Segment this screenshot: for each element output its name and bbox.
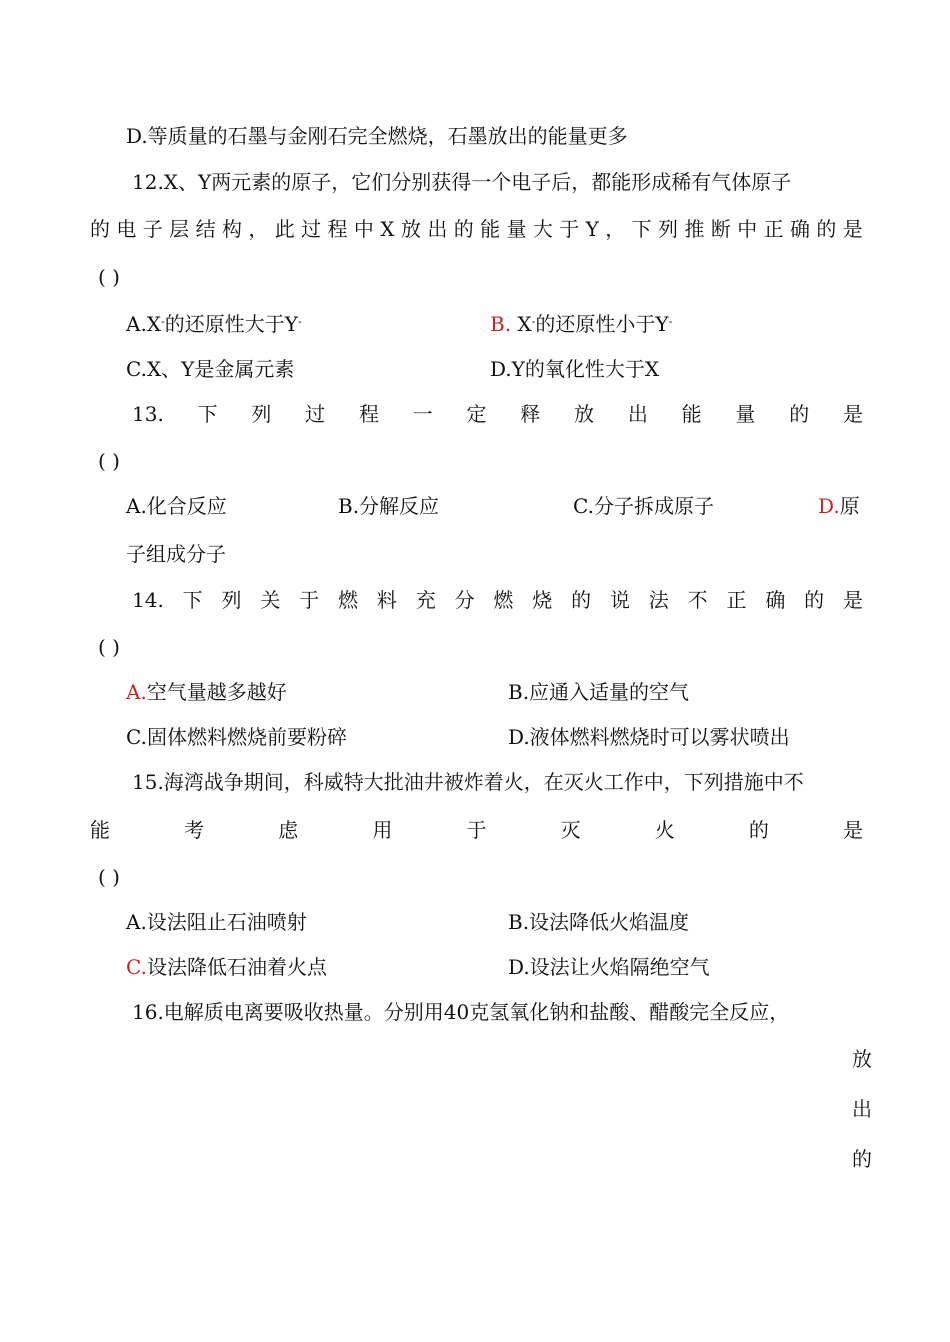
stem-char: 结 — [195, 217, 216, 241]
stem-char: 断 — [710, 217, 731, 241]
q15-stem-line2 — [90, 816, 863, 844]
stem-char: 确 — [765, 588, 786, 612]
q13-option-d: D.原 — [818, 494, 860, 518]
stem-char: ， — [605, 217, 626, 241]
stem-char: 虑 — [278, 818, 299, 842]
q13-option-b: B.分解反应 — [338, 494, 440, 518]
stem-char: 是 — [843, 588, 863, 612]
stem-char: Y — [585, 217, 599, 241]
stem-char: 下 — [631, 217, 652, 241]
q15-option-b: B.设法降低火焰温度 — [508, 910, 690, 934]
stem-char: 量 — [506, 217, 527, 241]
q16-tail-1: 放 — [852, 1047, 872, 1071]
q12-option-c: C.X、Y是金属元素 — [126, 357, 295, 381]
stem-char: 列 — [658, 217, 679, 241]
q13-answer-paren: ( ) — [98, 449, 120, 473]
stem-char: 能 — [480, 217, 501, 241]
q15-stem-line1: 15.海湾战争期间，科威特大批油井被炸着火，在灭火工作中，下列措施中不 — [132, 770, 804, 794]
q12-stem-line1: 12.X、Y两元素的原子，它们分别获得一个电子后，都能形成稀有气体原子 — [132, 170, 792, 194]
stem-char: 下 — [197, 402, 218, 426]
stem-char: 的 — [804, 588, 825, 612]
q14-option-b: B.应通入适量的空气 — [508, 680, 690, 704]
stem-char: 的 — [571, 588, 592, 612]
stem-char: 14. — [132, 588, 164, 612]
q11-option-d: D.等质量的石墨与金刚石完全燃烧，石墨放出的能量更多 — [126, 124, 628, 148]
stem-char: 不 — [687, 588, 708, 612]
stem-char: 出 — [627, 402, 648, 426]
q14-option-c: C.固体燃料燃烧前要粉碎 — [126, 725, 347, 749]
stem-char: 燃 — [338, 588, 359, 612]
stem-char: 13. — [132, 402, 164, 426]
stem-char: 过 — [301, 217, 322, 241]
stem-char: 放 — [400, 217, 421, 241]
stem-char: 于 — [559, 217, 580, 241]
q12-stem-line2 — [90, 215, 863, 243]
stem-char: 子 — [142, 217, 163, 241]
stem-char: 灭 — [560, 818, 581, 842]
stem-char: 于 — [299, 588, 320, 612]
stem-char: 量 — [735, 402, 756, 426]
stem-char: 用 — [372, 818, 393, 842]
q13-stem — [132, 400, 863, 428]
stem-char: 的 — [453, 217, 474, 241]
stem-char: 的 — [90, 217, 110, 241]
q14-option-a: A.空气量越多越好 — [126, 680, 287, 704]
q12-answer-paren: ( ) — [98, 265, 120, 289]
q14-answer-paren: ( ) — [98, 635, 120, 659]
stem-char: 烧 — [532, 588, 553, 612]
stem-char: 释 — [520, 402, 541, 426]
stem-char: 下 — [182, 588, 203, 612]
stem-char: 的 — [748, 818, 769, 842]
stem-char: 的 — [816, 217, 837, 241]
stem-char: 考 — [184, 818, 205, 842]
stem-char: 此 — [274, 217, 295, 241]
q16-tail-3: 的 — [852, 1147, 872, 1171]
stem-char: 列 — [251, 402, 272, 426]
stem-char: X — [380, 217, 395, 241]
q13-option-c: C.分子拆成原子 — [573, 494, 714, 518]
stem-char: 层 — [169, 217, 190, 241]
stem-char: 推 — [684, 217, 705, 241]
answer-mark: D. — [818, 494, 840, 518]
stem-char: 是 — [843, 818, 863, 842]
stem-char: 火 — [654, 818, 675, 842]
stem-char: 大 — [532, 217, 553, 241]
stem-char: 的 — [789, 402, 810, 426]
stem-char: 于 — [466, 818, 487, 842]
stem-char: 是 — [842, 402, 863, 426]
stem-char: 程 — [327, 217, 348, 241]
stem-char: 构 — [221, 217, 242, 241]
q12-option-b: B. X-的还原性小于Y- — [490, 312, 673, 336]
q15-answer-paren: ( ) — [98, 865, 120, 889]
stem-char: 法 — [648, 588, 669, 612]
stem-char: 正 — [726, 588, 747, 612]
stem-char: 燃 — [493, 588, 514, 612]
stem-char: ， — [248, 217, 269, 241]
q12-option-a: A.X-的还原性大于Y- — [126, 312, 302, 336]
q14-stem — [132, 586, 863, 614]
stem-char: 是 — [842, 217, 863, 241]
stem-char: 正 — [763, 217, 784, 241]
stem-char: 列 — [221, 588, 242, 612]
stem-char: 定 — [466, 402, 487, 426]
q13-option-d-cont: 子组成分子 — [126, 542, 226, 566]
stem-char: 能 — [681, 402, 702, 426]
stem-char: 中 — [737, 217, 758, 241]
q12-option-d: D.Y的氧化性大于X — [490, 357, 660, 381]
stem-char: 关 — [260, 588, 281, 612]
stem-char: 充 — [415, 588, 436, 612]
answer-mark: C. — [126, 955, 147, 979]
q15-option-d: D.设法让火焰隔绝空气 — [508, 955, 710, 979]
stem-char: 一 — [412, 402, 433, 426]
stem-char: 料 — [376, 588, 397, 612]
stem-char: 电 — [116, 217, 137, 241]
q15-option-c: C.设法降低石油着火点 — [126, 955, 327, 979]
q13-option-a: A.化合反应 — [126, 494, 227, 518]
stem-char: 过 — [305, 402, 326, 426]
stem-char: 出 — [427, 217, 448, 241]
stem-char: 确 — [790, 217, 810, 241]
stem-char: 说 — [609, 588, 630, 612]
q16-tail-2: 出 — [852, 1097, 872, 1121]
q15-option-a: A.设法阻止石油喷射 — [126, 910, 307, 934]
answer-mark: A. — [126, 680, 147, 704]
q14-option-d: D.液体燃料燃烧时可以雾状喷出 — [508, 725, 790, 749]
q16-stem-line1: 16.电解质电离要吸收热量。分别用40克氢氧化钠和盐酸、醋酸完全反应， — [132, 1000, 790, 1024]
stem-char: 能 — [90, 818, 110, 842]
answer-mark: B. — [490, 312, 512, 336]
stem-char: 程 — [358, 402, 379, 426]
stem-char: 分 — [454, 588, 475, 612]
stem-char: 放 — [574, 402, 595, 426]
stem-char: 中 — [353, 217, 374, 241]
